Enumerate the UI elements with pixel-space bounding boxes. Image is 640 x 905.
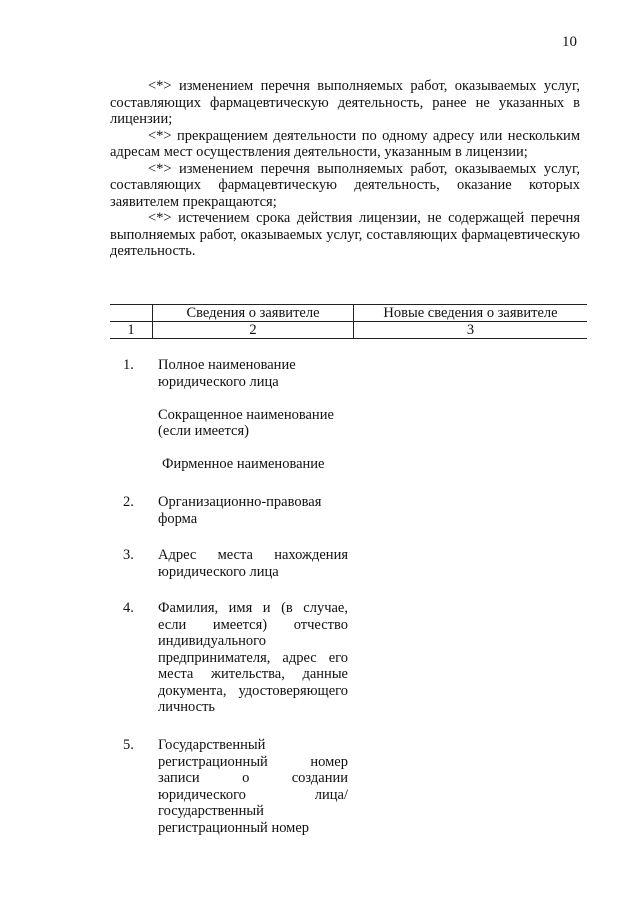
table-header-row	[110, 305, 587, 322]
item-number: 4.	[123, 600, 134, 616]
column-number-2: 2	[153, 322, 354, 339]
intro-paragraph-2: <*> прекращением деятельности по одному адресу или нескольким адресам мест осуществления деятельности, указанным в лицензии;	[110, 127, 580, 160]
short-name-label: Сокращенное наименование (если имеется)	[158, 406, 334, 439]
legal-form-label: Организационно-правовая форма	[158, 494, 322, 527]
intro-paragraph-4: <*> истечением срока действия лицензии, не содержащей перечня выполняемых работ, оказываемых услуг, составляющих фармацевтическую деятельность.	[110, 210, 580, 259]
applicant-info-table	[110, 304, 587, 339]
header-cell-applicant-info: Сведения о заявителе	[153, 305, 354, 322]
page-number: 10	[562, 34, 577, 50]
table-number-row	[110, 322, 587, 339]
intro-paragraph-1: <*> изменением перечня выполняемых работ, оказываемых услуг, составляющих фармацевтическую деятельность, ранее не указанных в лицензии;	[110, 78, 580, 127]
item-text	[158, 547, 348, 580]
item-number: 2.	[123, 494, 134, 510]
item-number: 3.	[123, 547, 134, 563]
item-number: 1.	[123, 357, 134, 373]
item-text	[158, 737, 348, 836]
brand-name-label: Фирменное наименование	[162, 456, 325, 472]
header-cell-index	[110, 305, 153, 322]
column-number-3: 3	[354, 322, 588, 339]
column-number-1: 1	[110, 322, 153, 339]
intro-paragraph-3: <*> изменением перечня выполняемых работ, оказываемых услуг, составляющих фармацевтическую деятельность, оказание которых заявителем прекращаются;	[110, 160, 580, 210]
registration-number-label: Государственный регистрационный номер записи о создании юридического лица/ государственный регистрационный номер	[158, 737, 348, 836]
header-cell-new-applicant-info: Новые сведения о заявителе	[354, 305, 588, 322]
address-label: Адрес места нахождения юридического лица	[158, 547, 348, 580]
full-name-label: Полное наименование юридического лица	[158, 357, 296, 390]
item-text	[158, 600, 348, 716]
item-text	[158, 494, 348, 527]
item-text	[158, 357, 348, 473]
entrepreneur-label: Фамилия, имя и (в случае, если имеется) отчество индивидуального предпринимателя, адрес его места жительства, данные документа, удостоверяющего личность	[158, 600, 348, 715]
intro-text	[110, 78, 580, 260]
item-number: 5.	[123, 737, 134, 753]
